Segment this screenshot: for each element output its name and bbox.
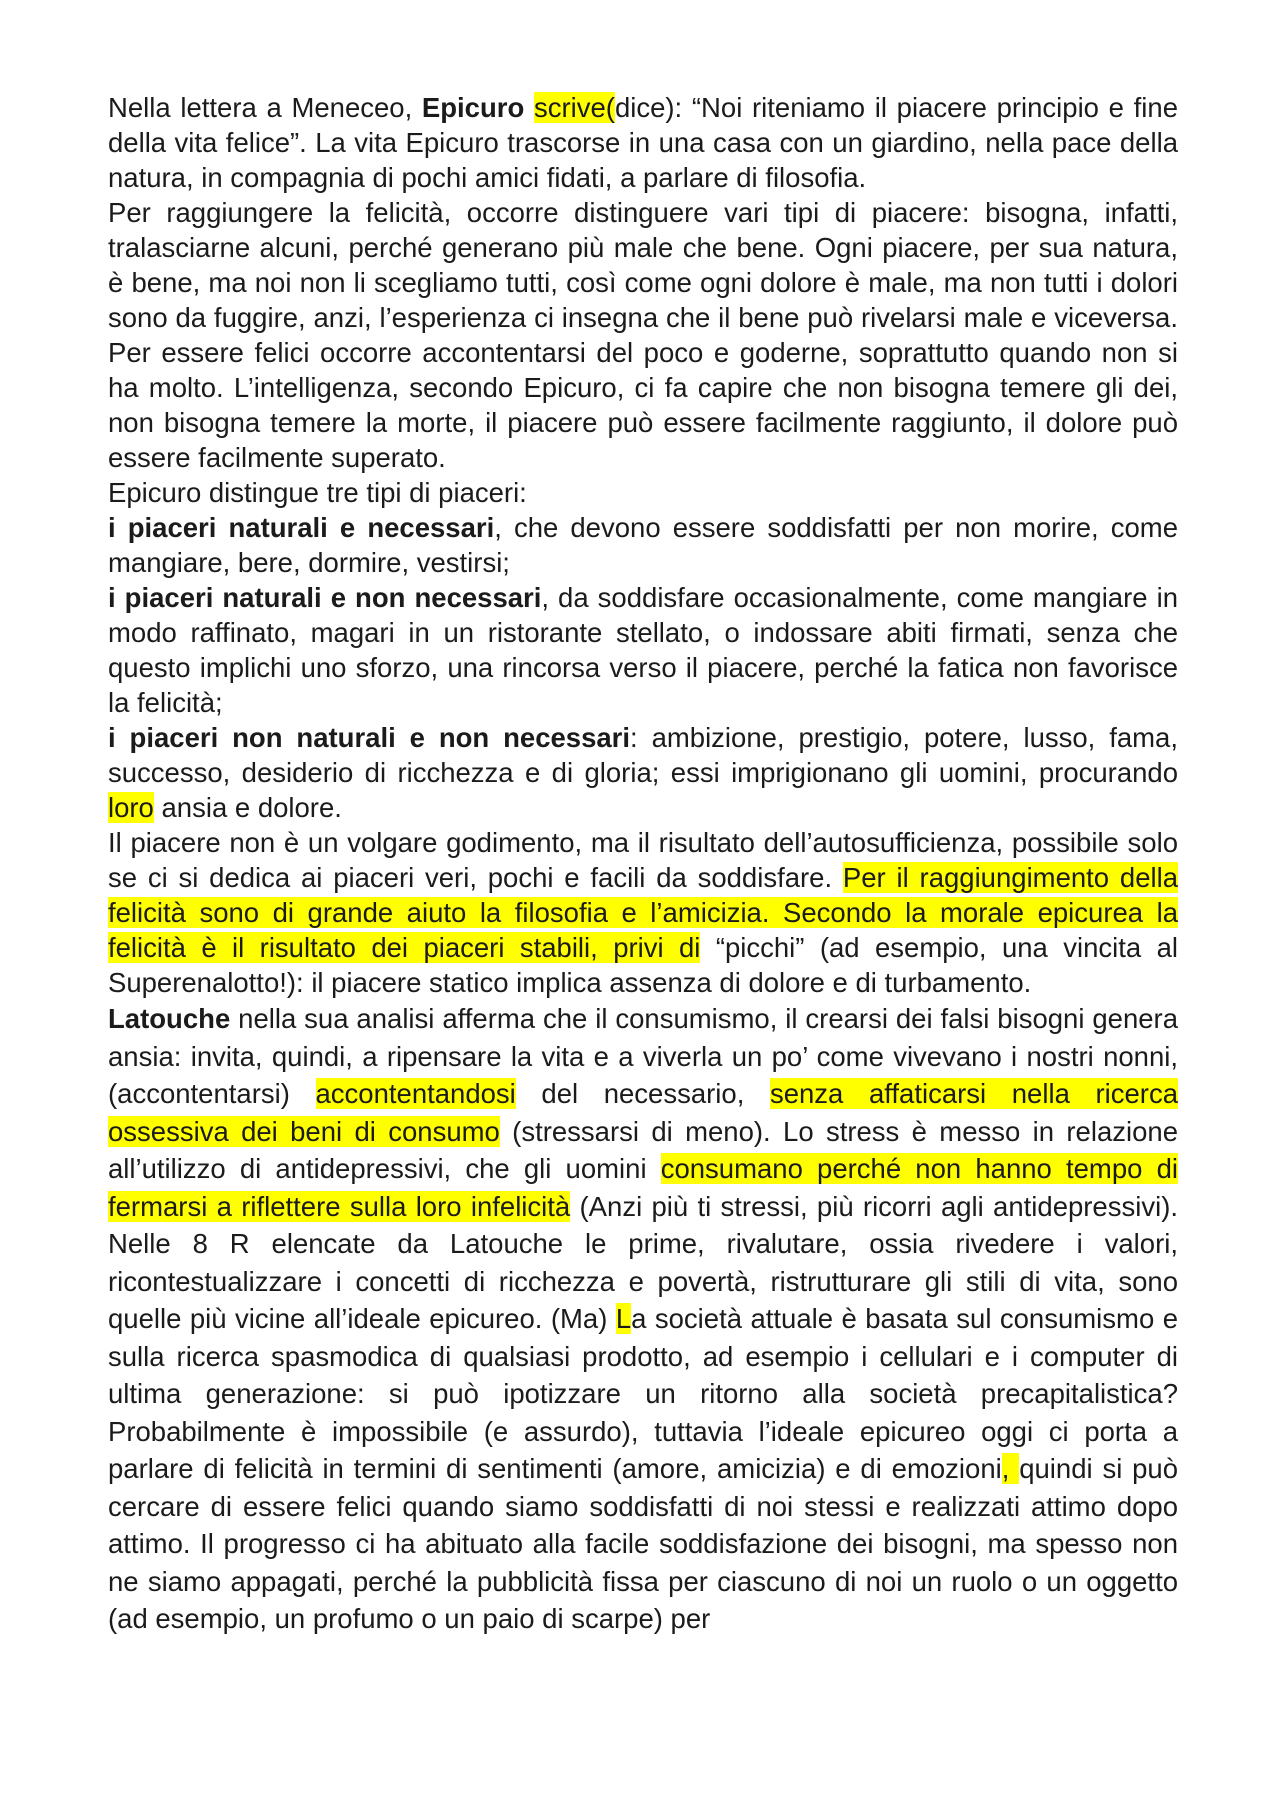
paragraph-7 — [108, 825, 1178, 1000]
highlighted-text: scrive( — [533, 92, 615, 123]
paragraph-8 — [108, 1000, 1178, 1638]
text-run: : ambizione, prestigio, potere, lusso, fama, successo, desiderio di ricchezza e di gloria; essi imprigionano gli uomini, procurando — [108, 722, 1178, 788]
text-run: “picchi” (ad esempio, una vincita al Superenalotto!): il piacere statico implica assenza di dolore e di turbamento. — [108, 932, 1178, 998]
paragraph-1 — [108, 90, 1178, 195]
paragraph-5 — [108, 580, 1178, 720]
text-run: quindi si può cercare di essere felici quando siamo soddisfatti di noi stessi e realizzati attimo dopo attimo. Il progresso ci ha abituato alla facile soddisfazione dei bisogni, ma spesso non ne siamo appagati, perché la pubblicità fissa per ciascuno di noi un ruolo o un oggetto (ad esempio, un profumo o un paio di scarpe) per — [108, 1453, 1179, 1634]
text-run: nella sua analisi afferma che il consumismo, il crearsi dei falsi bisogni genera ansia: invita, quindi, a ripensare la vita e a viverla un po’ come vivevano i nostri nonni, (accontentarsi) — [108, 1003, 1178, 1109]
text-run: Epicuro distingue tre tipi di piaceri: — [108, 477, 527, 508]
text-run: a società attuale è basata sul consumismo e sulla ricerca spasmodica di qualsiasi prodotto, ad esempio i cellulari e i computer di ultima generazione: si può ipotizzare un ritorno alla società precapitalistica? Probabilmente è impossibile (e assurdo), tuttavia l’ideale epicureo oggi ci porta a parlare di felicità in termini di sentimenti (amore, amicizia) e di emozioni — [108, 1303, 1178, 1484]
highlighted-text: , — [1001, 1453, 1020, 1484]
paragraph-4 — [108, 510, 1178, 580]
highlighted-text: consumano perché non hanno tempo di fermarsi a riflettere sulla loro infelicità — [108, 1153, 1178, 1222]
bold-text: i piaceri naturali e necessari — [108, 512, 495, 543]
text-run: (Anzi più ti stressi, più ricorri agli antidepressivi). Nelle 8 R elencate da Latouche le prime, rivalutare, ossia rivedere i valori, ricontestualizzare i concetti di ricchezza e povertà, ristrutturare gli stili di vita, sono quelle più vicine all’ideale epicureo. (Ma) — [108, 1190, 1178, 1334]
text-run — [524, 92, 534, 123]
bold-text: Latouche — [108, 1003, 231, 1034]
bold-text: i piaceri non naturali e non necessari — [108, 722, 631, 753]
highlighted-text: loro — [108, 792, 154, 823]
text-run: Nella lettera a Meneceo, — [108, 92, 422, 123]
text-run: Il piacere non è un volgare godimento, ma il risultato dell’autosufficienza, possibile solo se ci si dedica ai piaceri veri, pochi e facili da soddisfare. — [108, 827, 1178, 893]
document-body — [108, 90, 1178, 1638]
highlighted-text: senza affaticarsi nella ricerca ossessiva dei beni di consumo — [108, 1078, 1178, 1147]
paragraph-6 — [108, 720, 1178, 825]
text-run: del necessario, — [515, 1078, 770, 1109]
bold-text: Epicuro — [421, 92, 525, 123]
bold-text: i piaceri naturali e non necessari — [108, 582, 542, 613]
highlighted-text: Per il raggiungimento della felicità sono di grande aiuto la filosofia e l’amicizia. Secondo la morale epicurea la felicità è il risultato dei piaceri stabili, privi di — [108, 862, 1179, 963]
text-run: , da soddisfare occasionalmente, come mangiare in modo raffinato, magari in un ristorante stellato, o indossare abiti firmati, senza che questo implichi uno sforzo, una rincorsa verso il piacere, perché la fatica non favorisce la felicità; — [108, 582, 1178, 718]
highlighted-text: L — [615, 1303, 632, 1334]
text-run: , che devono essere soddisfatti per non morire, come mangiare, bere, dormire, vestirsi; — [108, 512, 1178, 578]
text-run: dice): “Noi riteniamo il piacere principio e fine della vita felice”. La vita Epicuro trascorse in una casa con un giardino, nella pace della natura, in compagnia di pochi amici fidati, a parlare di filosofia. — [108, 92, 1178, 193]
text-run: (stressarsi di meno). Lo stress è messo in relazione all’utilizzo di antidepressivi, che gli uomini — [108, 1115, 1179, 1184]
text-run: Per raggiungere la felicità, occorre distinguere vari tipi di piacere: bisogna, infatti, tralasciarne alcuni, perché generano più male che bene. Ogni piacere, per sua natura, è bene, ma noi non li scegliamo tutti, così come ogni dolore è male, ma non tutti i dolori sono da fuggire, anzi, l’esperienza ci insegna che il bene può rivelarsi male e viceversa. Per essere felici occorre accontentarsi del poco e goderne, soprattutto quando non si ha molto. L’intelligenza, secondo Epicuro, ci fa capire che non bisogna temere gli dei, non bisogna temere la morte, il piacere può essere facilmente raggiunto, il dolore può essere facilmente superato. — [108, 197, 1178, 473]
paragraph-3 — [108, 475, 1178, 510]
highlighted-text: accontentandosi — [315, 1078, 516, 1109]
text-run: ansia e dolore. — [153, 792, 342, 823]
paragraph-2 — [108, 195, 1178, 475]
